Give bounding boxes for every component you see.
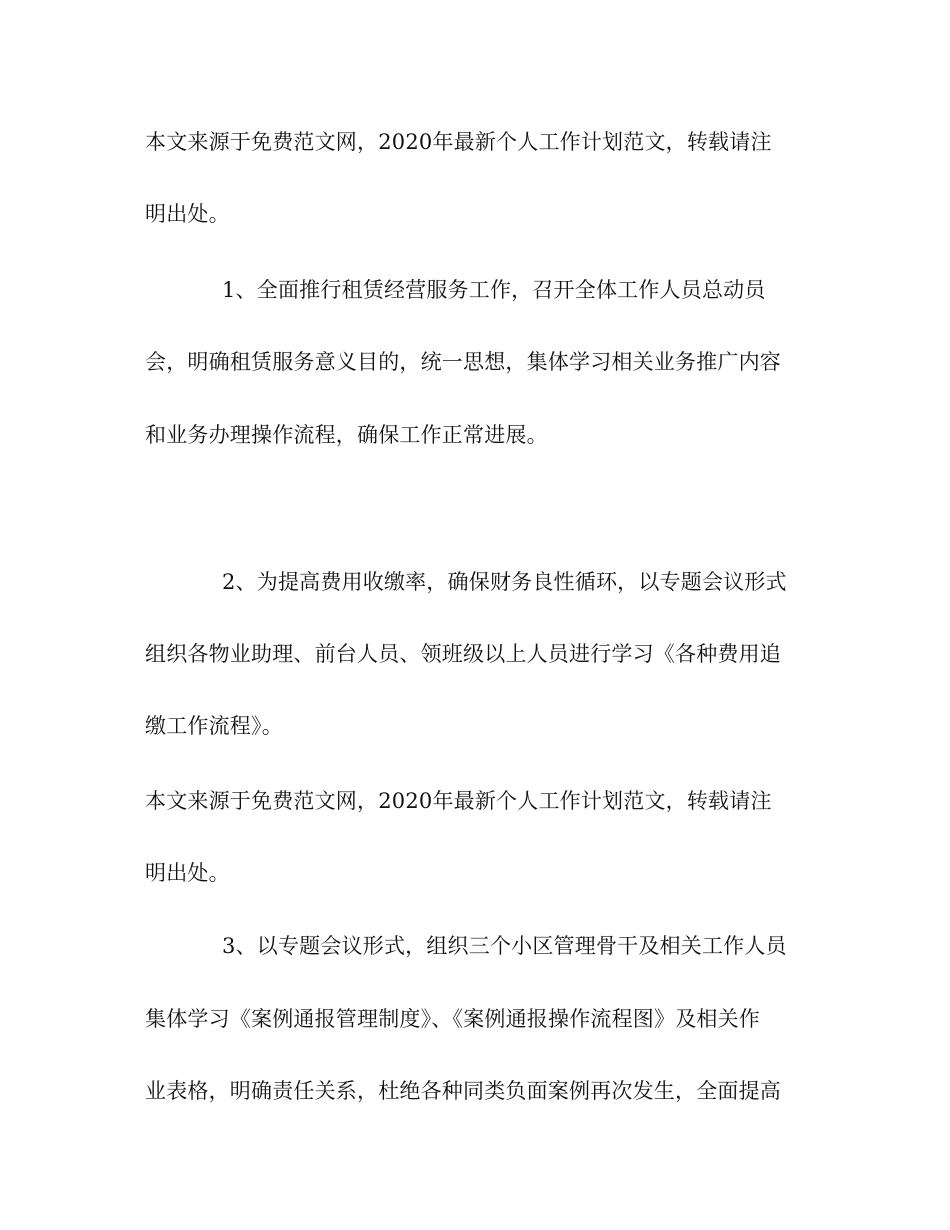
paragraph-2-line-2: 组织各物业助理、前台人员、领班级以上人员进行学习《各种费用追 [145,642,781,666]
paragraph-1-line-2: 会，明确租赁服务意义目的，统一思想，集体学习相关业务推广内容 [145,350,781,374]
paragraph-3-line-1: 3、以专题会议形式，组织三个小区管理骨干及相关工作人员 [222,934,787,958]
source-notice-line-1: 本文来源于免费范文网，2020年最新个人工作计划范文，转载请注 [145,789,772,813]
source-notice-line-1: 本文来源于免费范文网，2020年最新个人工作计划范文，转载请注 [145,130,772,154]
paragraph-3-line-2: 集体学习《案例通报管理制度》、《案例通报操作流程图》及相关作 [145,1007,760,1031]
paragraph-3-line-3: 业表格，明确责任关系，杜绝各种同类负面案例再次发生，全面提高 [145,1079,781,1103]
paragraph-1-line-3: 和业务办理操作流程，确保工作正常进展。 [145,423,548,447]
paragraph-2-line-1: 2、为提高费用收缴率，确保财务良性循环，以专题会议形式 [222,570,787,594]
source-notice-line-2: 明出处。 [145,861,230,885]
source-notice-line-2: 明出处。 [145,202,230,226]
paragraph-1-line-1: 1、全面推行租赁经营服务工作，召开全体工作人员总动员 [222,278,766,302]
paragraph-2-line-3: 缴工作流程》。 [145,714,283,738]
